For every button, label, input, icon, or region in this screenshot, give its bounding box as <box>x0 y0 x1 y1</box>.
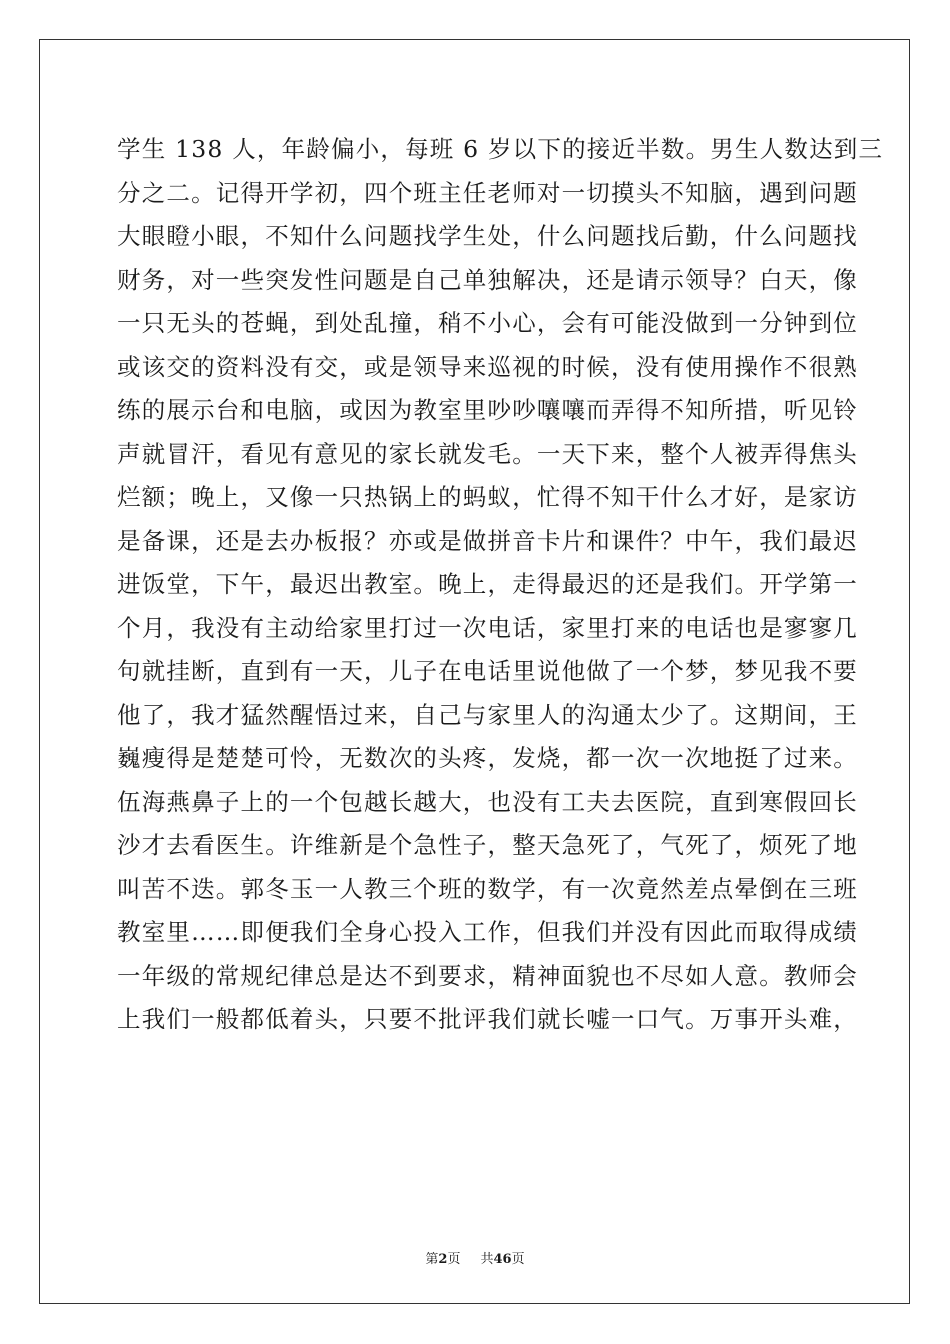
footer-prefix: 第 <box>425 1252 439 1267</box>
text-line: 财务，对一些突发性问题是自己单独解决，还是请示领导？白天，像 <box>117 265 858 294</box>
text-line: 巍瘦得是楚楚可怜，无数次的头疼，发烧，都一次一次地挺了过来。 <box>117 744 858 772</box>
text-line: 声就冒汗，看见有意见的家长就发毛。一天下来，整个人被弄得焦头 <box>117 439 858 468</box>
total-page-count: 46 <box>493 1252 512 1267</box>
page-footer <box>0 1248 950 1267</box>
footer-total-prefix: 共 <box>480 1252 494 1267</box>
text-line: 一只无头的苍蝇，到处乱撞，稍不小心，会有可能没做到一分钟到位 <box>117 309 858 337</box>
text-line: 伍海燕鼻子上的一个包越长越大，也没有工夫去医院，直到寒假回长 <box>117 787 858 816</box>
text-line: 大眼瞪小眼，不知什么问题找学生处，什么问题找后勤，什么问题找 <box>117 222 858 250</box>
text-line: 句就挂断，直到有一天，儿子在电话里说他做了一个梦，梦见我不要 <box>117 657 858 685</box>
text-line: 上我们一般都低着头，只要不批评我们就长嘘一口气。万事开头难， <box>117 1005 858 1033</box>
footer-page-suffix: 页 <box>447 1252 461 1267</box>
current-page-number: 2 <box>438 1252 448 1267</box>
text-line: 进饭堂，下午，最迟出教室。晚上，走得最迟的还是我们。开学第一 <box>117 570 858 598</box>
text-line: 烂额；晚上，又像一只热锅上的蚂蚁，忙得不知干什么才好，是家访 <box>117 483 858 511</box>
text-line: 是备课，还是去办板报？亦或是做拼音卡片和课件？中午，我们最迟 <box>117 526 858 555</box>
text-line: 练的展示台和电脑，或因为教室里吵吵嚷嚷而弄得不知所措，听见铃 <box>117 396 858 424</box>
footer-total-suffix: 页 <box>511 1252 525 1267</box>
text-line: 沙才去看医生。许维新是个急性子，整天急死了，气死了，烦死了地 <box>117 831 858 859</box>
text-line: 或该交的资料没有交，或是领导来巡视的时候，没有使用操作不很熟 <box>117 352 858 381</box>
text-line: 教室里……即便我们全身心投入工作，但我们并没有因此而取得成绩 <box>117 918 858 946</box>
document-body <box>117 128 884 1042</box>
text-line: 一年级的常规纪律总是达不到要求，精神面貌也不尽如人意。教师会 <box>117 961 858 990</box>
text-line: 学生 138 人，年龄偏小，每班 6 岁以下的接近半数。男生人数达到三 <box>117 135 884 163</box>
text-line: 叫苦不迭。郭冬玉一人教三个班的数学，有一次竟然差点晕倒在三班 <box>117 874 858 903</box>
text-line: 个月，我没有主动给家里打过一次电话，家里打来的电话也是寥寥几 <box>117 613 858 642</box>
text-line: 分之二。记得开学初，四个班主任老师对一切摸头不知脑，遇到问题 <box>117 178 858 207</box>
text-line: 他了，我才猛然醒悟过来，自己与家里人的沟通太少了。这期间，王 <box>117 700 858 729</box>
